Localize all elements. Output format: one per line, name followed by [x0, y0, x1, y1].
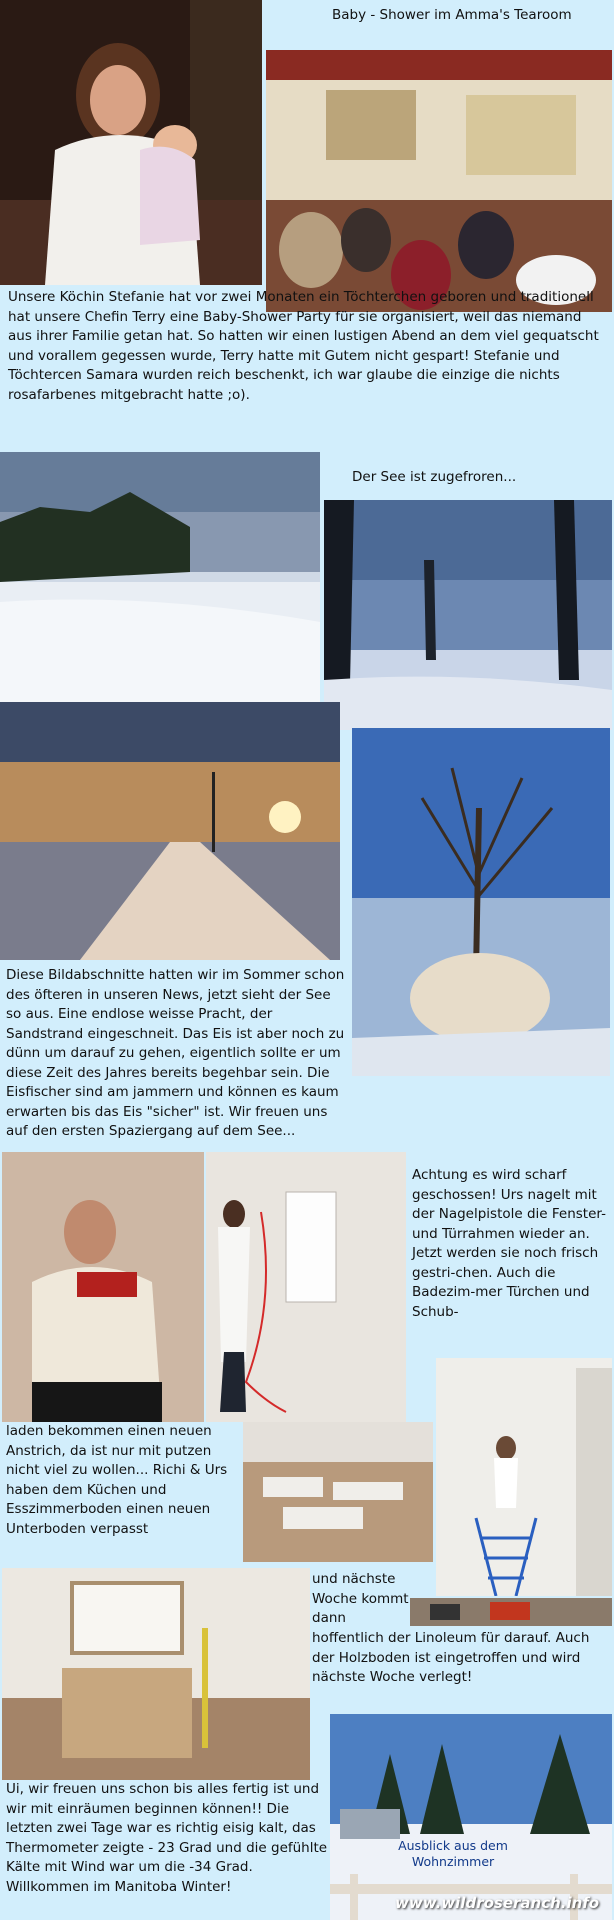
floor-text-2: hoffentlich der Linoleum für darauf. Auch der Holzboden ist eingetroffen und wird nächste Woche verlegt! [312, 1630, 590, 1685]
lake-text: Diese Bildabschnitte hatten wir im Sommer schon des öfteren in unseren News, jetzt sieht der See so aus. Eine endlose weisse Pracht, der Sandstrand eingeschneit. Das Eis ist aber noch zu dünn um darauf zu gehen, eigentlich sollte er um diese Zeit des Jahres bereits begehbar sein. Die Eisfischer sind am jammern und können es kaum erwarten bis das Eis "sicher" ist. Wir freuen uns auf den ersten Spaziergang auf dem See... [6, 967, 345, 1139]
photo-lake-trees [324, 500, 612, 730]
photo-man-nailgun [2, 1152, 204, 1422]
view-caption: Ausblick aus dem Wohnzimmer [398, 1838, 508, 1869]
photo-frozen-tree [352, 728, 610, 1076]
photo-man-drilling [206, 1152, 406, 1422]
floor-text-1: und nächste Woche kommt dann [312, 1571, 409, 1626]
photo-winter-view [330, 1714, 612, 1920]
photo-man-ladder [436, 1358, 612, 1596]
photo-floor-boards [243, 1422, 433, 1562]
photo-kitchen [2, 1568, 310, 1780]
watermark: www.wildroseranch.info [395, 1894, 600, 1912]
closing-text: Ui, wir freuen uns schon bis alles fertig ist und wir mit einräumen beginnen können!! Die letzten zwei Tage war es richtig eisig kalt, das Thermometer zeigte - 23 Grad und die gefühlte Kälte mit Wind war um die -34 Grad. Willkommen im Manitoba Winter! [6, 1781, 328, 1895]
baby-shower-text: Unsere Köchin Stefanie hat vor zwei Monaten ein Töchterchen geboren und traditionell hat unsere Chefin Terry eine Baby-Shower Party für sie organisiert, weil das niemand aus ihrer Familie getan hat. So hatten wir einen lustigen Abend an dem viel gequatscht und vorallem gegessen wurde, Terry hatte mit Gutem nicht gespart! Stefanie und Töchtercen Samara wurden reich beschenkt, ich war glaube die einzige die nichts rosafarbenes mitgebracht hatte ;o). [8, 289, 599, 403]
photo-sunset-road [0, 702, 340, 960]
renovation-text-2: laden bekommen einen neuen Anstrich, da ist nur mit putzen nicht viel zu wollen... Richi & Urs haben dem Küchen und Esszimmerboden einen neuen Unterboden verpasst [6, 1423, 228, 1537]
lake-caption: Der See ist zugefroren... [352, 469, 517, 485]
photo-tools [410, 1598, 612, 1626]
photo-tearoom [266, 50, 612, 312]
page-title: Baby - Shower im Amma's Tearoom [332, 7, 572, 23]
photo-lake-shore [0, 452, 320, 702]
renovation-text: Achtung es wird scharf geschossen! Urs nagelt mit der Nagelpistole die Fenster-und Türrahmen wieder an. Jetzt werden sie noch frisch gestri-chen. Auch die Badezim-mer Türchen und Schub- [412, 1167, 606, 1320]
photo-mother-baby [0, 0, 262, 285]
